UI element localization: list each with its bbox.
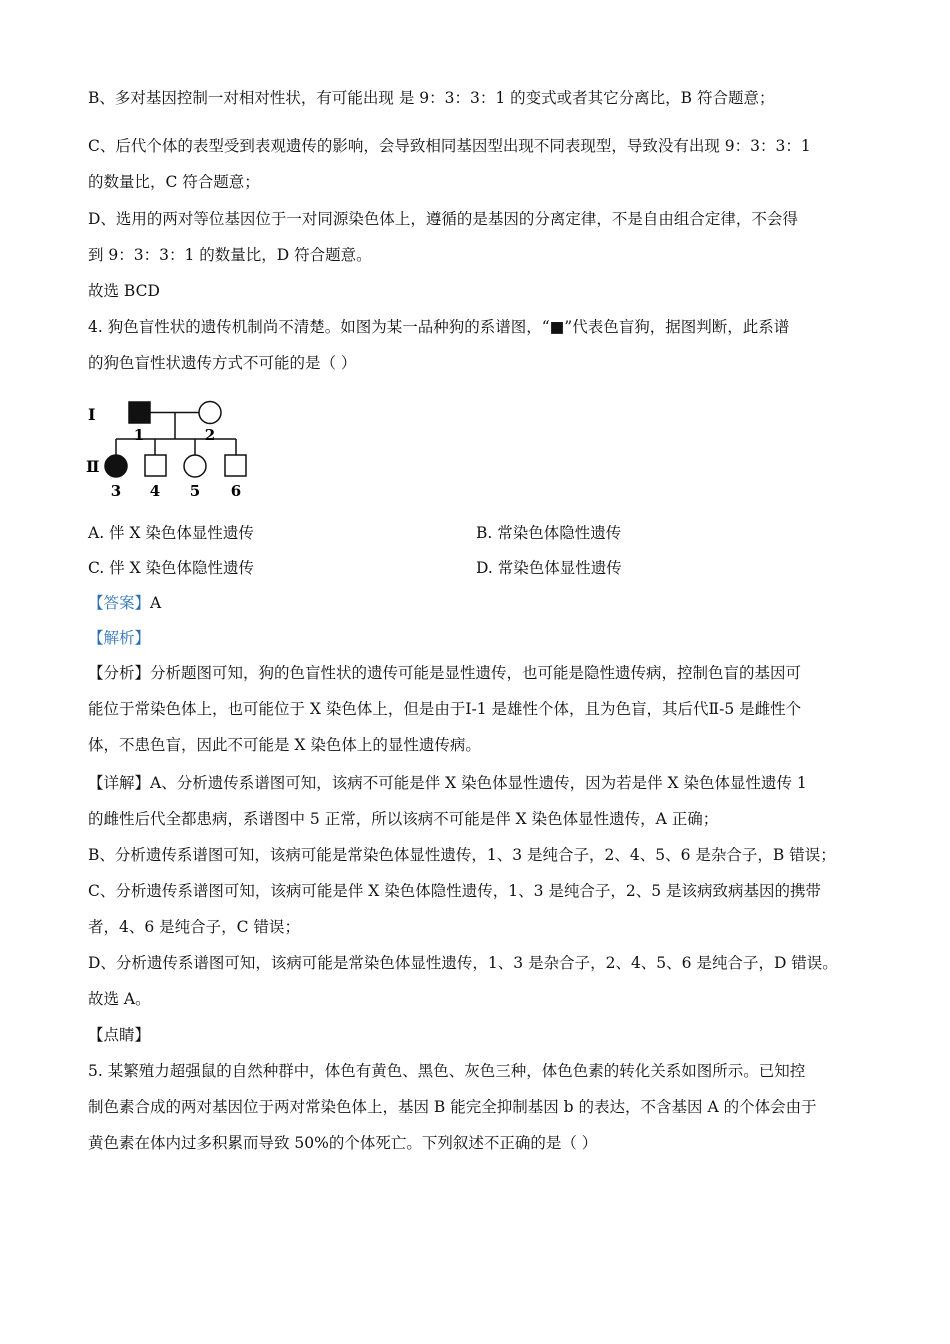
id-label-6: 6 — [230, 482, 242, 500]
individual-4-male — [145, 455, 166, 476]
id-label-2: 2 — [204, 426, 216, 444]
option-b: B. 常染色体隐性遗传 — [476, 524, 622, 542]
option-a: A. 伴 X 染色体显性遗传 — [88, 524, 254, 542]
individual-6-male — [225, 455, 246, 476]
question5-line-2: 制色素合成的两对基因位于两对常染色体上，基因 B 能完全抑制基因 b 的表达，不含基因 A 的个体会由于 — [88, 1098, 817, 1116]
individual-3-affected-female — [105, 455, 127, 477]
answer-line — [88, 592, 161, 614]
analysis-label: 【解析】 — [88, 629, 151, 647]
xiangjie-line-5: 者，4、6 是纯合子，C 错误； — [88, 918, 300, 936]
generation-label-2: Ⅱ — [86, 457, 100, 476]
answer-value: A — [150, 594, 162, 612]
fenxi-line-3: 体，不患色盲，因此不可能是 X 染色体上的显性遗传病。 — [88, 736, 481, 754]
individual-1-affected-male — [129, 402, 150, 423]
individual-2-female — [199, 402, 221, 424]
paragraph-option-d-explanation-cont: 到 9：3：3：1 的数量比，D 符合题意。 — [88, 246, 372, 264]
generation-label-1: Ⅰ — [88, 405, 96, 424]
paragraph-option-c-explanation-cont: 的数量比，C 符合题意； — [88, 173, 260, 191]
xiangjie-line-3: B、分析遗传系谱图可知，该病可能是常染色体显性遗传，1、3 是纯合子，2、4、5、6 是杂合子，B 错误； — [88, 846, 836, 864]
pedigree-chart — [80, 392, 280, 504]
paragraph-option-b-explanation: B、多对基因控制一对相对性状，有可能出现 是 9：3：3：1 的变式或者其它分离比，B 符合题意； — [88, 89, 775, 107]
fenxi-line-2: 能位于常染色体上，也可能位于 X 染色体上，但是由于Ⅰ-1 是雄性个体，且为色盲，其后代Ⅱ-5 是雌性个 — [88, 700, 802, 718]
conclusion-q3: 故选 BCD — [88, 282, 160, 300]
id-label-3: 3 — [110, 482, 122, 500]
question5-line-1: 5. 某繁殖力超强鼠的自然种群中，体色有黄色、黑色、灰色三种，体色色素的转化关系如图所示。已知控 — [88, 1062, 806, 1080]
dianjing-label: 【点睛】 — [88, 1026, 151, 1044]
id-label-4: 4 — [149, 482, 161, 500]
xiangjie-line-2: 的雌性后代全都患病，系谱图中 5 正常，所以该病不可能是伴 X 染色体显性遗传，A 正确； — [88, 810, 719, 828]
id-label-1: 1 — [133, 426, 145, 444]
xiangjie-line-7: 故选 A。 — [88, 990, 151, 1008]
xiangjie-line-6: D、分析遗传系谱图可知，该病可能是常染色体显性遗传，1、3 是杂合子，2、4、5、6 是纯合子，D 错误。 — [88, 954, 838, 972]
xiangjie-line-1: 【详解】A、分析遗传系谱图可知，该病不可能是伴 X 染色体显性遗传，因为若是伴 X 染色体显性遗传 1 — [88, 774, 807, 792]
option-d: D. 常染色体显性遗传 — [476, 559, 622, 577]
option-c: C. 伴 X 染色体隐性遗传 — [88, 559, 255, 577]
answer-label: 【答案】 — [88, 594, 151, 612]
paragraph-option-c-explanation: C、后代个体的表型受到表观遗传的影响，会导致相同基因型出现不同表现型，导致没有出现 9：3：3：1 — [88, 137, 811, 155]
fenxi-line-1: 【分析】分析题图可知，狗的色盲性状的遗传可能是显性遗传，也可能是隐性遗传病，控制色盲的基因可 — [88, 664, 802, 682]
question5-line-3: 黄色素在体内过多积累而导致 50%的个体死亡。下列叙述不正确的是（ ） — [88, 1134, 598, 1152]
individual-5-female — [184, 455, 206, 477]
paragraph-option-d-explanation: D、选用的两对等位基因位于一对同源染色体上，遵循的是基因的分离定律，不是自由组合定律，不会得 — [88, 210, 798, 228]
question4-stem-cont: 的狗色盲性状遗传方式不可能的是（ ） — [88, 354, 357, 372]
question4-stem: 4. 狗色盲性状的遗传机制尚不清楚。如图为某一品种狗的系谱图，“■”代表色盲狗，据图判断，此系谱 — [88, 318, 790, 336]
xiangjie-line-4: C、分析遗传系谱图可知，该病可能是伴 X 染色体隐性遗传，1、3 是纯合子，2、5 是该病致病基因的携带 — [88, 882, 822, 900]
id-label-5: 5 — [189, 482, 201, 500]
